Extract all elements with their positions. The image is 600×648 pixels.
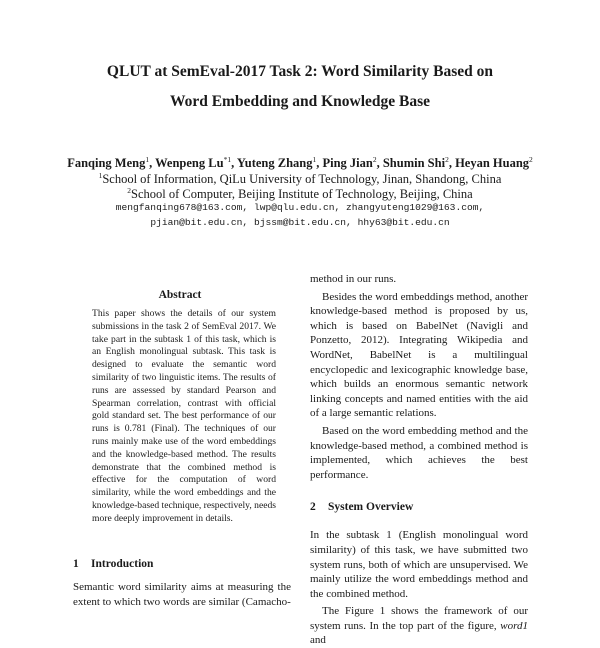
section-heading-system-overview: 2 System Overview [310,501,414,514]
author: Heyan Huang$^2$ [455,155,533,170]
author: Ping Jian$^2$ [322,155,377,170]
paragraph: Based on the word embedding method and the knowledge-based method, a combined method is implemented, which achieves the best performance. [310,424,528,481]
author: Fanqing Meng$^1$ [67,155,150,170]
author-emails-line-1: mengfanqing678@163.com, lwp@qlu.edu.cn, zhangyuteng1029@163.com, [115,202,485,213]
author: Wenpeng Lu$^{*1}$ [155,155,232,170]
section-heading-introduction: 1 Introduction [73,558,154,570]
author: Shumin Shi$^2$ [382,155,449,170]
author-emails-line-2: pjian@bit.edu.cn, bjssm@bit.edu.cn, hhy63@bit.edu.cn [150,217,450,228]
paper-title-line-2: Word Embedding and Knowledge Base [169,93,431,110]
author: Yuteng Zhang$^1$ [236,155,317,170]
right-column [310,272,528,648]
paper-title-line-1: QLUT at SemEval-2017 Task 2: Word Similarity Based on [106,63,494,80]
introduction-paragraph: Semantic word similarity aims at measuring the extent to which two words are similar (Camacho- [73,581,291,608]
affiliation-2: $^2$School of Computer, Beijing Institute of Technology, Beijing, China [127,186,473,201]
abstract-text: This paper shows the details of our system submissions in the task 2 of SemEval 2017. We take part in the subtask 1 of this task, which is an English monolingual subtask. This task is designed to evaluate the semantic word similarity of two linguistic items. The results of runs are assessed by standard Pearson and Spearman correlation, contrast with official gold standard set. The best performance of our runs is 0.781 (Final). The techniques of our runs mainly make use of the word embeddings and the knowledge-based method. The results demonstrate that the combined method is effective for the computation of word similarity, while the word embeddings and the knowledge-based technique, respectively, needs more deeply improvement in details. [92,308,276,524]
affiliation-1: $^1$School of Information, QiLu University of Technology, Jinan, Shandong, China [98,171,502,186]
paragraph: method in our runs. [310,273,397,285]
paragraph: The Figure 1 shows the framework of our system runs. In the top part of the figure, word1 and [310,605,528,647]
paragraph: Besides the word embeddings method, another knowledge-based method is proposed by us, which is based on BabelNet (Navigli and Ponzetto, 2012). Integrating Wikipedia and WordNet, BabelNet is a multilingual encyclopedic and lexicographic knowledge base, which builds an enormous semantic network linking concepts and named entities with the aid of a large semantic relations. [310,290,528,420]
abstract-heading: Abstract [158,289,202,301]
author-list: Fanqing Meng$^1$, Wenpeng Lu$^{*1}$, Yuteng Zhang$^1$, Ping Jian$^2$, Shumin Shi$^2$, Heyan Huang$^2$ [67,155,533,170]
paragraph: In the subtask 1 (English monolingual word similarity) of this task, we have submitted two system runs, both of which are unsupervised. We mainly utilize the word embeddings method and the combined method. [310,529,528,600]
